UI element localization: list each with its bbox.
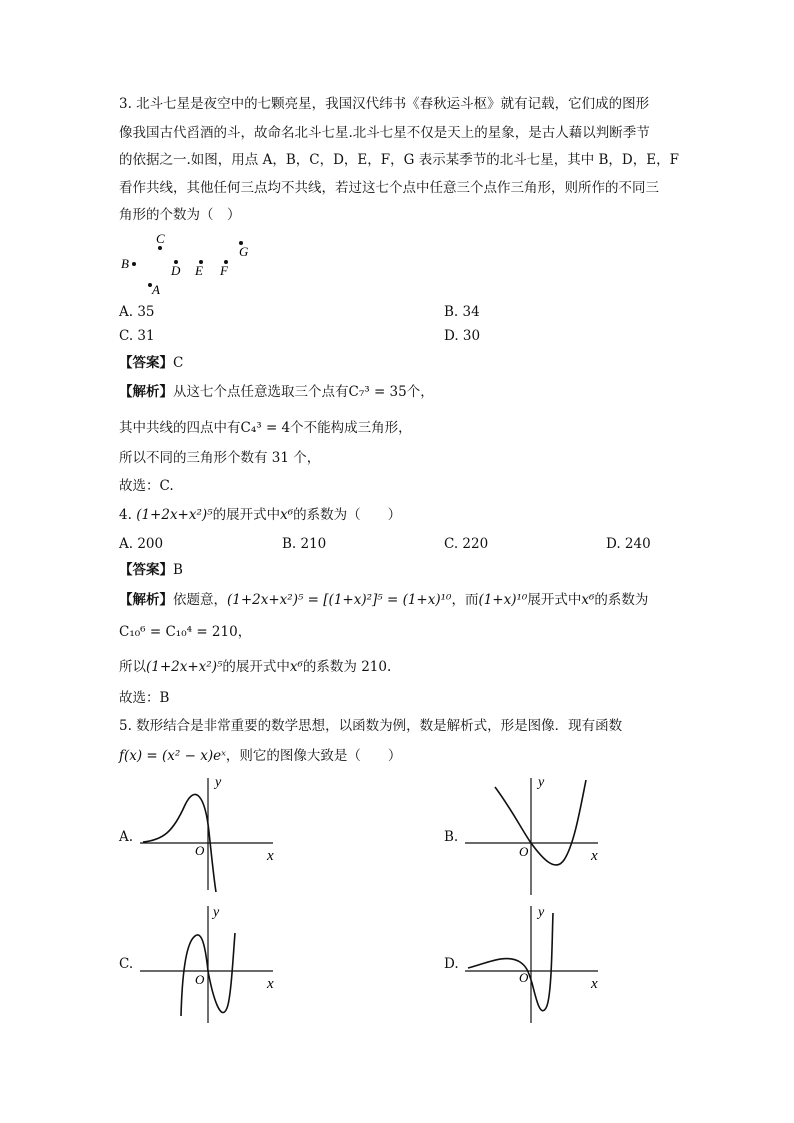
q4-analysis-3 — [119, 657, 391, 677]
label-G: G — [239, 244, 249, 259]
q4-analysis-2 — [119, 622, 251, 642]
math-var: x⁶ — [581, 592, 595, 608]
q5-option-a-label: A. — [119, 829, 134, 845]
label-C: C — [156, 231, 165, 246]
analysis-text: 展开式中 — [527, 592, 582, 608]
axis-y-label: y — [538, 905, 545, 920]
q4-stem-end: 的系数为（ ） — [293, 507, 402, 523]
q4-expression: (1+2x+x²)⁵ — [136, 507, 213, 523]
q5-option-c-label: C. — [119, 956, 134, 972]
math-expression: (1+2x+x²)⁵ — [146, 659, 223, 675]
q4-answer — [119, 560, 183, 580]
axis-x-label: x — [267, 976, 274, 992]
q3-option-d: D. 30 — [444, 328, 481, 344]
answer-value: B — [173, 562, 183, 578]
q3-analysis-4: 故选：C. — [119, 478, 174, 494]
math-combination: C₄³ = 4 — [240, 420, 291, 436]
origin-label: O — [519, 844, 529, 859]
q5-function: f(x) = (x² − x)eˣ — [119, 748, 226, 764]
analysis-tag: 【解析】 — [119, 384, 173, 400]
point-B — [132, 262, 136, 266]
q3-line-3: 的依据之一.如图，用点 A，B，C，D，E，F，G 表示某季节的北斗七星，其中 B，D，E，F — [119, 152, 679, 168]
origin-label: O — [195, 843, 205, 858]
q5-line-1: 5. 数形结合是非常重要的数学思想，以函数为例，数是解析式，形是图像．现有函数 — [119, 718, 623, 734]
q4-stem — [119, 505, 401, 525]
q5-line-2-end: ，则它的图像大致是（ ） — [225, 748, 402, 764]
label-F: F — [220, 263, 228, 278]
label-E: E — [195, 263, 203, 278]
q3-line-5: 角形的个数为（ ） — [119, 207, 241, 223]
math-combination: C₇³ = 35 — [348, 384, 407, 400]
answer-tag: 【答案】 — [119, 355, 173, 371]
q4-stem-text: 的展开式中 — [212, 507, 281, 523]
graph-option-d — [460, 898, 615, 1028]
analysis-text: 的系数为 — [594, 592, 649, 608]
q3-option-b: B. 34 — [444, 304, 480, 320]
graph-option-b — [460, 770, 615, 900]
analysis-text: 从这七个点任意选取三个点有 — [173, 384, 349, 400]
math-var: x⁶ — [289, 659, 303, 675]
q3-analysis-1 — [119, 382, 434, 402]
q3-option-a: A. 35 — [119, 304, 155, 320]
answer-value: C — [173, 355, 184, 371]
analysis-text-end: 个， — [406, 384, 434, 400]
q3-line-4: 看作共线，其他任何三点均不共线，若过这七个点中任意三个点作三角形，则所作的不同三 — [119, 180, 659, 196]
math-combination: C₁₀⁶ = C₁₀⁴ = 210 — [119, 624, 238, 640]
q4-option-c: C. 220 — [444, 536, 489, 552]
q4-option-b: B. 210 — [282, 536, 327, 552]
axis-y-label: y — [538, 775, 545, 790]
graph-option-a — [135, 770, 290, 900]
graph-option-c — [135, 898, 290, 1028]
analysis-text: 依题意， — [173, 592, 227, 608]
q4-option-a: A. 200 — [119, 536, 164, 552]
answer-tag: 【答案】 — [119, 562, 173, 578]
q3-analysis-3: 所以不同的三角形个数有 31 个， — [119, 450, 321, 466]
q4-var: x⁶ — [280, 507, 294, 523]
label-D: D — [171, 263, 181, 278]
q3-answer — [119, 353, 183, 373]
analysis-text: ，而 — [451, 592, 479, 608]
analysis-text: ， — [237, 624, 252, 640]
axis-y-label: y — [213, 905, 220, 920]
q4-number: 4. — [119, 507, 132, 523]
origin-label: O — [519, 970, 529, 985]
q3-line-2: 像我国古代舀酒的斗，故命名北斗七星.北斗七星不仅是天上的星象，是古人藉以判断季节 — [119, 125, 650, 141]
analysis-text: 的系数为 210. — [302, 659, 392, 675]
math-expansion-2: (1+x)¹⁰ — [478, 592, 528, 608]
q4-option-d: D. 240 — [606, 536, 651, 552]
axis-x-label: x — [591, 976, 598, 992]
q5-option-d-label: D. — [444, 956, 459, 972]
q3-analysis-2 — [119, 418, 412, 438]
big-dipper-figure — [115, 230, 265, 300]
analysis-tag: 【解析】 — [119, 592, 173, 608]
analysis-text: 的展开式中 — [222, 659, 290, 675]
axis-x-label: x — [267, 848, 274, 864]
axis-x-label: x — [591, 848, 598, 864]
q3-option-c: C. 31 — [119, 328, 155, 344]
axis-y-label: y — [215, 775, 222, 790]
q5-line-2 — [119, 746, 401, 766]
analysis-text-end: 个不能构成三角形， — [290, 420, 412, 436]
analysis-text: 所以 — [119, 659, 146, 675]
q4-analysis-1 — [119, 590, 648, 610]
math-expansion: (1+2x+x²)⁵ = [(1+x)²]⁵ = (1+x)¹⁰ — [227, 592, 452, 608]
label-B: B — [121, 256, 129, 271]
origin-label: O — [195, 972, 205, 987]
q4-analysis-4: 故选：B — [119, 690, 170, 706]
q5-option-b-label: B. — [444, 829, 459, 845]
point-C — [158, 246, 162, 250]
label-A: A — [152, 282, 160, 297]
q3-line-1: 3. 北斗七星是夜空中的七颗亮星，我国汉代纬书《春秋运斗枢》就有记载，它们成的图形 — [119, 96, 650, 112]
analysis-text: 其中共线的四点中有 — [119, 420, 241, 436]
